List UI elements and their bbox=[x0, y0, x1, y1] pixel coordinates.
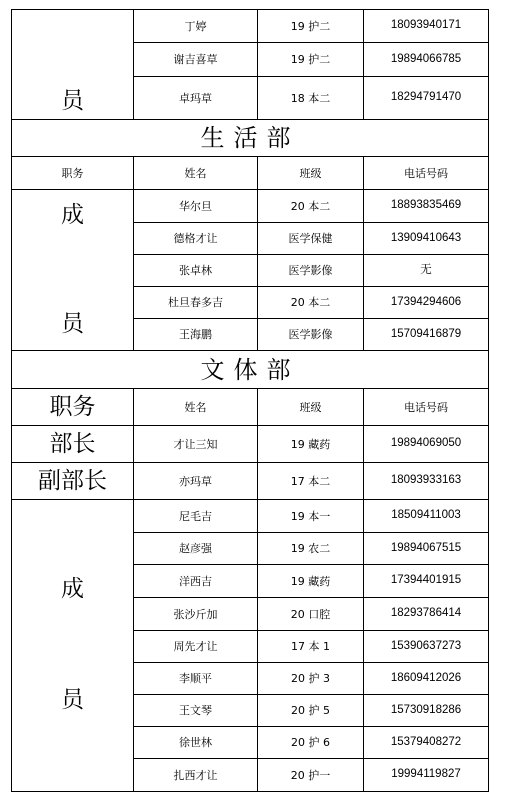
member-name: 杜旦春多吉 bbox=[134, 287, 258, 319]
member-class: 20 护 3 bbox=[258, 663, 364, 695]
member-phone: 18093940171 bbox=[364, 10, 489, 43]
member-label-bottom: 员 bbox=[61, 311, 84, 337]
header-class: 班级 bbox=[258, 157, 364, 190]
member-name: 赵彦强 bbox=[134, 533, 258, 565]
member-name: 丁婷 bbox=[134, 10, 258, 43]
leader-name: 亦玛草 bbox=[134, 463, 258, 500]
section-title-shenghuo: 生活部 bbox=[12, 120, 489, 157]
member-name: 王海鹏 bbox=[134, 319, 258, 351]
member-phone: 15709416879 bbox=[364, 319, 489, 351]
member-label-cell bbox=[12, 500, 134, 792]
member-phone: 19894066785 bbox=[364, 43, 489, 77]
member-class: 19 护二 bbox=[258, 43, 364, 77]
member-class: 20 护一 bbox=[258, 759, 364, 792]
header-name: 姓名 bbox=[134, 389, 258, 426]
member-class: 19 本一 bbox=[258, 500, 364, 533]
member-name: 洋西吉 bbox=[134, 565, 258, 598]
member-name: 李顺平 bbox=[134, 663, 258, 695]
member-class: 医学影像 bbox=[258, 255, 364, 287]
member-name: 周先才让 bbox=[134, 631, 258, 663]
member-class: 19 农二 bbox=[258, 533, 364, 565]
member-phone: 18294791470 bbox=[364, 77, 489, 120]
leader-role: 副部长 bbox=[12, 463, 134, 500]
roster-table bbox=[11, 9, 489, 792]
member-phone: 13909410643 bbox=[364, 223, 489, 255]
member-label-top: 成 bbox=[61, 576, 84, 602]
leader-role: 部长 bbox=[12, 426, 134, 463]
member-name: 尼毛吉 bbox=[134, 500, 258, 533]
member-phone: 17394294606 bbox=[364, 287, 489, 319]
member-name: 扎西才让 bbox=[134, 759, 258, 792]
leader-name: 才让三知 bbox=[134, 426, 258, 463]
member-phone: 19894067515 bbox=[364, 533, 489, 565]
header-phone: 电话号码 bbox=[364, 389, 489, 426]
header-class: 班级 bbox=[258, 389, 364, 426]
leader-phone: 18093933163 bbox=[364, 463, 489, 500]
member-label-bottom: 员 bbox=[61, 687, 84, 713]
member-class: 19 藏药 bbox=[258, 565, 364, 598]
member-label-bottom: 员 bbox=[61, 88, 84, 114]
member-class: 19 护二 bbox=[258, 10, 364, 43]
member-class: 20 本二 bbox=[258, 190, 364, 223]
leader-phone: 19894069050 bbox=[364, 426, 489, 463]
header-role: 职务 bbox=[12, 157, 134, 190]
member-label-cell bbox=[12, 190, 134, 351]
member-name: 华尔旦 bbox=[134, 190, 258, 223]
member-phone: 17394401915 bbox=[364, 565, 489, 598]
leader-class: 19 藏药 bbox=[258, 426, 364, 463]
member-name: 德格才让 bbox=[134, 223, 258, 255]
member-phone: 15730918286 bbox=[364, 695, 489, 727]
member-phone: 15390637273 bbox=[364, 631, 489, 663]
member-class: 20 本二 bbox=[258, 287, 364, 319]
member-class: 17 本 1 bbox=[258, 631, 364, 663]
header-phone: 电话号码 bbox=[364, 157, 489, 190]
header-role: 职务 bbox=[12, 389, 134, 426]
member-name: 徐世林 bbox=[134, 727, 258, 759]
member-class: 医学影像 bbox=[258, 319, 364, 351]
leader-class: 17 本二 bbox=[258, 463, 364, 500]
member-class: 医学保健 bbox=[258, 223, 364, 255]
member-name: 张卓林 bbox=[134, 255, 258, 287]
member-name: 卓玛草 bbox=[134, 77, 258, 120]
section-title-wenti: 文体部 bbox=[12, 351, 489, 389]
member-phone: 15379408272 bbox=[364, 727, 489, 759]
member-label-cell bbox=[12, 10, 134, 120]
member-phone: 18609412026 bbox=[364, 663, 489, 695]
member-phone: 无 bbox=[364, 255, 489, 287]
header-name: 姓名 bbox=[134, 157, 258, 190]
member-phone: 19994119827 bbox=[364, 759, 489, 792]
member-class: 20 护 6 bbox=[258, 727, 364, 759]
member-name: 谢吉喜草 bbox=[134, 43, 258, 77]
member-name: 王文琴 bbox=[134, 695, 258, 727]
member-class: 20 口腔 bbox=[258, 598, 364, 631]
member-phone: 18509411003 bbox=[364, 500, 489, 533]
member-label-top: 成 bbox=[61, 202, 84, 228]
member-class: 18 本二 bbox=[258, 77, 364, 120]
member-name: 张沙斤加 bbox=[134, 598, 258, 631]
member-phone: 18293786414 bbox=[364, 598, 489, 631]
member-phone: 18893835469 bbox=[364, 190, 489, 223]
member-class: 20 护 5 bbox=[258, 695, 364, 727]
